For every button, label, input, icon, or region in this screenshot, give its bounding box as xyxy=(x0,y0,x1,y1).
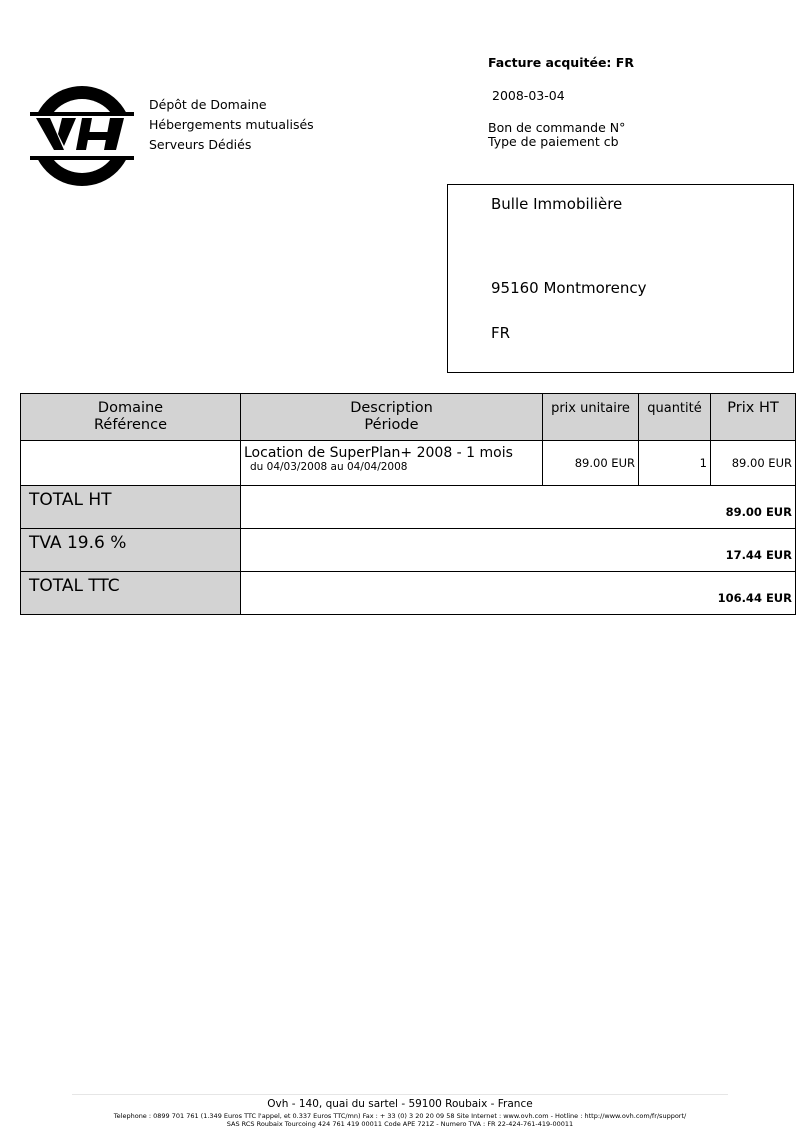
row-reference xyxy=(21,441,241,486)
footer-contact: Telephone : 0899 701 761 (1.349 Euros TTC l'appel, et 0.337 Euros TTC/mn) Fax : + 33 (0) 3 20 20 09 58 Site Internet : www.ovh.com - Hotline : http://www.ovh.com/fr/support/ xyxy=(113,1112,687,1120)
service-line: Dépôt de Domaine xyxy=(149,97,267,112)
row-period: du 04/03/2008 au 04/04/2008 xyxy=(250,461,408,473)
invoice-date: 2008-03-04 xyxy=(492,88,565,103)
header-description-period: Description Période xyxy=(241,394,543,441)
header-quantity: quantité xyxy=(639,394,711,441)
row-unit-price: 89.00 EUR xyxy=(543,441,639,486)
invoice-label: Facture acquitée: FR xyxy=(488,55,634,70)
recipient-country: FR xyxy=(491,324,511,342)
row-price-ht: 89.00 EUR xyxy=(711,441,796,486)
recipient-city: 95160 Montmorency xyxy=(491,279,647,297)
total-ttc-row xyxy=(21,572,796,615)
service-line: Serveurs Dédiés xyxy=(149,137,252,152)
ovh-logo-icon xyxy=(30,84,134,188)
recipient-company: Bulle Immobilière xyxy=(491,195,623,213)
recipient-address-box xyxy=(447,184,794,373)
footer-address: Ovh - 140, quai du sartel - 59100 Roubaix - France xyxy=(267,1098,533,1110)
tva-label: TVA 19.6 % xyxy=(21,529,241,572)
row-quantity: 1 xyxy=(639,441,711,486)
payment-type: Type de paiement cb xyxy=(488,134,619,149)
row-description-text: Location de SuperPlan+ 2008 - 1 mois xyxy=(244,445,513,461)
total-ht-value: 89.00 EUR xyxy=(241,486,796,529)
invoice-table xyxy=(20,393,796,615)
header-domain-reference: Domaine Référence xyxy=(21,394,241,441)
order-label: Bon de commande N° xyxy=(488,120,626,135)
footer-divider xyxy=(72,1094,728,1095)
footer-legal: SAS RCS Roubaix Tourcoing 424 761 419 00011 Code APE 721Z - Numero TVA : FR 22-424-761-419-00011 xyxy=(226,1120,574,1128)
table-header-row xyxy=(21,394,796,441)
table-row xyxy=(21,441,796,486)
row-description xyxy=(241,441,543,486)
total-ttc-value: 106.44 EUR xyxy=(241,572,796,615)
tva-value: 17.44 EUR xyxy=(241,529,796,572)
company-services xyxy=(149,95,314,155)
service-line: Hébergements mutualisés xyxy=(149,117,314,132)
total-ht-row xyxy=(21,486,796,529)
total-ttc-label: TOTAL TTC xyxy=(21,572,241,615)
tva-row xyxy=(21,529,796,572)
header-price-ht: Prix HT xyxy=(711,394,796,441)
total-ht-label: TOTAL HT xyxy=(21,486,241,529)
header-unit-price: prix unitaire xyxy=(543,394,639,441)
